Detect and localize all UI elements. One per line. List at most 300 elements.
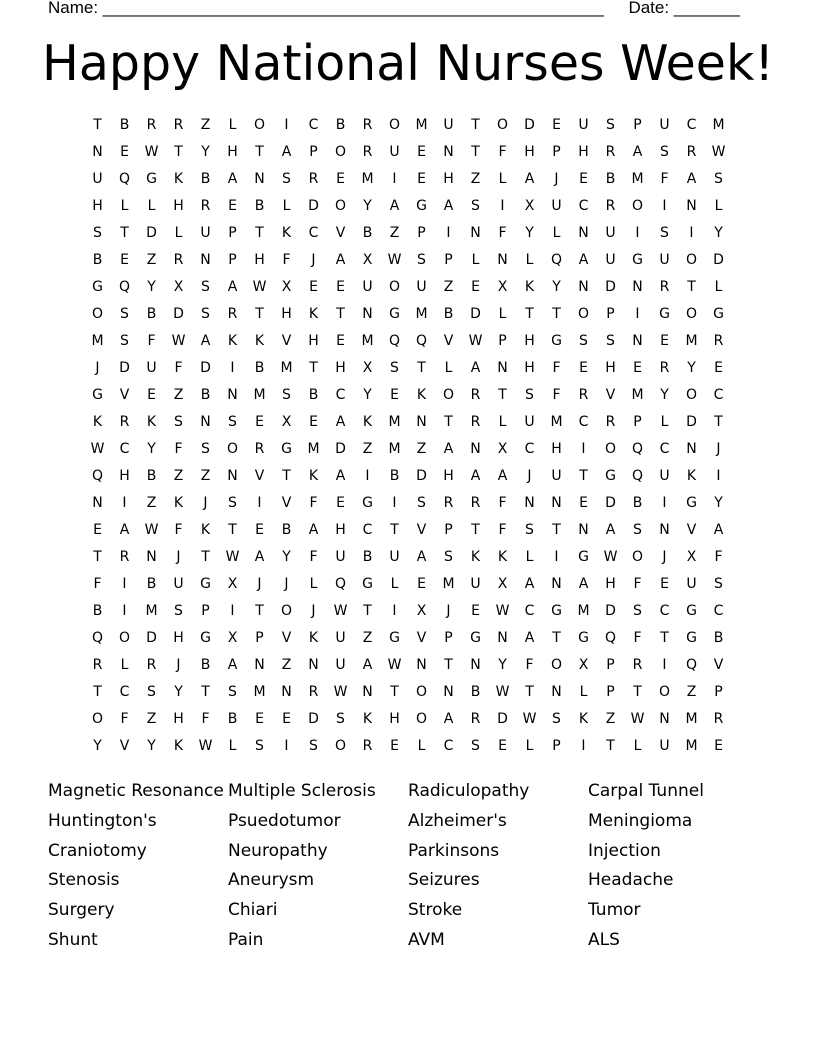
grid-cell[interactable]: T bbox=[255, 306, 264, 322]
grid-cell[interactable]: D bbox=[173, 306, 184, 322]
grid-cell[interactable]: O bbox=[118, 630, 131, 646]
grid-cell[interactable]: F bbox=[147, 333, 156, 349]
grid-cell[interactable]: N bbox=[92, 495, 103, 511]
grid-cell[interactable]: C bbox=[659, 603, 670, 619]
grid-cell[interactable]: E bbox=[714, 360, 723, 376]
grid-cell[interactable]: I bbox=[122, 603, 127, 619]
grid-cell[interactable]: I bbox=[662, 657, 667, 673]
grid-cell[interactable]: Q bbox=[550, 252, 563, 268]
grid-cell[interactable]: G bbox=[578, 630, 589, 646]
grid-cell[interactable]: S bbox=[228, 495, 237, 511]
grid-cell[interactable]: C bbox=[308, 225, 319, 241]
grid-cell[interactable]: I bbox=[446, 225, 451, 241]
grid-cell[interactable]: T bbox=[714, 414, 723, 430]
grid-cell[interactable]: O bbox=[604, 441, 617, 457]
grid-cell[interactable]: B bbox=[146, 468, 157, 484]
grid-cell[interactable]: B bbox=[281, 522, 292, 538]
grid-cell[interactable]: E bbox=[633, 360, 642, 376]
grid-cell[interactable]: N bbox=[92, 144, 103, 160]
grid-cell[interactable]: B bbox=[92, 252, 103, 268]
grid-cell[interactable]: M bbox=[442, 576, 455, 592]
grid-cell[interactable]: G bbox=[362, 495, 373, 511]
grid-cell[interactable]: R bbox=[578, 387, 589, 403]
grid-cell[interactable]: J bbox=[311, 603, 316, 619]
grid-cell[interactable]: U bbox=[335, 657, 346, 673]
grid-cell[interactable]: C bbox=[524, 441, 535, 457]
grid-cell[interactable]: T bbox=[444, 657, 453, 673]
grid-cell[interactable]: G bbox=[146, 171, 157, 187]
grid-cell[interactable]: G bbox=[632, 252, 643, 268]
grid-cell[interactable]: L bbox=[390, 576, 399, 592]
grid-cell[interactable]: I bbox=[716, 468, 721, 484]
grid-cell[interactable]: O bbox=[577, 306, 590, 322]
grid-cell[interactable]: T bbox=[498, 387, 507, 403]
grid-cell[interactable]: G bbox=[713, 306, 724, 322]
grid-cell[interactable]: H bbox=[578, 144, 589, 160]
grid-cell[interactable]: F bbox=[201, 711, 210, 727]
grid-cell[interactable]: T bbox=[417, 360, 426, 376]
grid-cell[interactable]: S bbox=[579, 333, 588, 349]
grid-cell[interactable]: S bbox=[147, 684, 156, 700]
grid-cell[interactable]: I bbox=[284, 738, 289, 754]
grid-cell[interactable]: N bbox=[254, 657, 265, 673]
grid-cell[interactable]: R bbox=[92, 657, 103, 673]
grid-cell[interactable]: F bbox=[552, 387, 561, 403]
grid-cell[interactable]: G bbox=[92, 279, 103, 295]
grid-cell[interactable]: Z bbox=[686, 684, 697, 700]
grid-cell[interactable]: S bbox=[714, 576, 723, 592]
grid-cell[interactable]: U bbox=[173, 576, 184, 592]
grid-cell[interactable]: N bbox=[632, 279, 643, 295]
grid-cell[interactable]: S bbox=[174, 603, 183, 619]
grid-cell[interactable]: B bbox=[146, 306, 157, 322]
grid-cell[interactable]: U bbox=[659, 738, 670, 754]
grid-cell[interactable]: E bbox=[309, 414, 318, 430]
grid-cell[interactable]: N bbox=[470, 225, 481, 241]
grid-cell[interactable]: E bbox=[120, 144, 129, 160]
grid-cell[interactable]: N bbox=[443, 684, 454, 700]
grid-cell[interactable]: L bbox=[120, 198, 129, 214]
grid-cell[interactable]: T bbox=[282, 468, 291, 484]
grid-cell[interactable]: N bbox=[227, 468, 238, 484]
grid-cell[interactable]: T bbox=[93, 117, 102, 133]
grid-cell[interactable]: K bbox=[146, 414, 157, 430]
grid-cell[interactable]: P bbox=[228, 252, 237, 268]
grid-cell[interactable]: S bbox=[471, 198, 480, 214]
grid-cell[interactable]: A bbox=[524, 576, 535, 592]
grid-cell[interactable]: S bbox=[309, 738, 318, 754]
grid-cell[interactable]: C bbox=[578, 198, 589, 214]
grid-cell[interactable]: G bbox=[389, 306, 400, 322]
date-field-label[interactable]: Date: _______ bbox=[628, 0, 740, 17]
grid-cell[interactable]: R bbox=[362, 144, 373, 160]
grid-cell[interactable]: R bbox=[308, 171, 319, 187]
grid-cell[interactable]: L bbox=[147, 198, 156, 214]
grid-cell[interactable]: T bbox=[255, 225, 264, 241]
grid-cell[interactable]: Y bbox=[174, 684, 183, 700]
grid-cell[interactable]: A bbox=[578, 576, 589, 592]
grid-cell[interactable]: R bbox=[200, 198, 211, 214]
grid-cell[interactable]: A bbox=[362, 657, 373, 673]
grid-cell[interactable]: E bbox=[714, 738, 723, 754]
grid-cell[interactable]: X bbox=[416, 603, 427, 619]
grid-cell[interactable]: R bbox=[470, 414, 481, 430]
grid-cell[interactable]: T bbox=[390, 522, 399, 538]
grid-cell[interactable]: B bbox=[335, 117, 346, 133]
grid-cell[interactable]: L bbox=[660, 414, 669, 430]
grid-cell[interactable]: R bbox=[146, 657, 157, 673]
grid-cell[interactable]: Y bbox=[552, 279, 561, 295]
grid-cell[interactable]: V bbox=[713, 657, 724, 673]
grid-cell[interactable]: G bbox=[281, 441, 292, 457]
grid-cell[interactable]: Y bbox=[660, 387, 669, 403]
grid-cell[interactable]: Z bbox=[146, 711, 157, 727]
grid-cell[interactable]: H bbox=[524, 360, 535, 376]
grid-cell[interactable]: H bbox=[281, 306, 292, 322]
grid-cell[interactable]: J bbox=[527, 468, 532, 484]
grid-cell[interactable]: L bbox=[552, 225, 561, 241]
grid-cell[interactable]: Q bbox=[685, 657, 698, 673]
grid-cell[interactable]: K bbox=[200, 522, 211, 538]
grid-cell[interactable]: F bbox=[498, 495, 507, 511]
grid-cell[interactable]: T bbox=[471, 522, 480, 538]
grid-cell[interactable]: N bbox=[227, 387, 238, 403]
grid-cell[interactable]: W bbox=[144, 522, 159, 538]
grid-cell[interactable]: T bbox=[471, 144, 480, 160]
grid-cell[interactable]: H bbox=[92, 198, 103, 214]
grid-cell[interactable]: P bbox=[309, 144, 318, 160]
grid-cell[interactable]: B bbox=[146, 576, 157, 592]
grid-cell[interactable]: H bbox=[443, 468, 454, 484]
grid-cell[interactable]: I bbox=[122, 576, 127, 592]
grid-cell[interactable]: A bbox=[335, 468, 346, 484]
grid-cell[interactable]: N bbox=[443, 144, 454, 160]
grid-cell[interactable]: M bbox=[685, 738, 698, 754]
grid-cell[interactable]: E bbox=[309, 279, 318, 295]
grid-cell[interactable]: S bbox=[201, 306, 210, 322]
grid-cell[interactable]: T bbox=[120, 225, 129, 241]
grid-cell[interactable]: L bbox=[714, 198, 723, 214]
grid-cell[interactable]: N bbox=[416, 657, 427, 673]
grid-cell[interactable]: E bbox=[93, 522, 102, 538]
grid-cell[interactable]: N bbox=[686, 441, 697, 457]
grid-cell[interactable]: W bbox=[333, 603, 348, 619]
grid-cell[interactable]: W bbox=[387, 252, 402, 268]
grid-cell[interactable]: T bbox=[687, 279, 696, 295]
grid-cell[interactable]: E bbox=[255, 522, 264, 538]
grid-cell[interactable]: S bbox=[390, 360, 399, 376]
grid-cell[interactable]: U bbox=[389, 144, 400, 160]
grid-cell[interactable]: S bbox=[120, 333, 129, 349]
grid-cell[interactable]: U bbox=[659, 468, 670, 484]
grid-cell[interactable]: K bbox=[416, 387, 427, 403]
grid-cell[interactable]: E bbox=[147, 387, 156, 403]
grid-cell[interactable]: I bbox=[230, 360, 235, 376]
grid-cell[interactable]: U bbox=[92, 171, 103, 187]
grid-cell[interactable]: K bbox=[308, 468, 319, 484]
grid-cell[interactable]: L bbox=[444, 360, 453, 376]
grid-cell[interactable]: D bbox=[308, 711, 319, 727]
grid-cell[interactable]: L bbox=[525, 549, 534, 565]
grid-cell[interactable]: F bbox=[714, 549, 723, 565]
grid-cell[interactable]: E bbox=[417, 576, 426, 592]
grid-cell[interactable]: X bbox=[362, 252, 373, 268]
grid-cell[interactable]: V bbox=[254, 468, 265, 484]
grid-cell[interactable]: L bbox=[525, 252, 534, 268]
grid-cell[interactable]: D bbox=[416, 468, 427, 484]
grid-cell[interactable]: M bbox=[712, 117, 725, 133]
grid-cell[interactable]: P bbox=[444, 522, 453, 538]
grid-cell[interactable]: S bbox=[255, 738, 264, 754]
grid-cell[interactable]: B bbox=[470, 684, 481, 700]
grid-cell[interactable]: O bbox=[685, 387, 698, 403]
grid-cell[interactable]: R bbox=[227, 306, 238, 322]
grid-cell[interactable]: X bbox=[578, 657, 589, 673]
grid-cell[interactable]: O bbox=[334, 198, 347, 214]
grid-cell[interactable]: G bbox=[389, 630, 400, 646]
grid-cell[interactable]: I bbox=[122, 495, 127, 511]
grid-cell[interactable]: T bbox=[363, 603, 372, 619]
grid-cell[interactable]: O bbox=[631, 198, 644, 214]
grid-cell[interactable]: L bbox=[174, 225, 183, 241]
grid-cell[interactable]: L bbox=[309, 576, 318, 592]
grid-cell[interactable]: Z bbox=[362, 630, 373, 646]
grid-cell[interactable]: Q bbox=[118, 171, 131, 187]
grid-cell[interactable]: N bbox=[632, 333, 643, 349]
grid-cell[interactable]: I bbox=[662, 198, 667, 214]
grid-cell[interactable]: J bbox=[95, 360, 100, 376]
grid-cell[interactable]: G bbox=[470, 630, 481, 646]
grid-cell[interactable]: W bbox=[198, 738, 213, 754]
grid-cell[interactable]: A bbox=[119, 522, 130, 538]
grid-cell[interactable]: Y bbox=[282, 549, 291, 565]
grid-cell[interactable]: F bbox=[93, 576, 102, 592]
grid-cell[interactable]: U bbox=[605, 252, 616, 268]
grid-cell[interactable]: N bbox=[524, 495, 535, 511]
grid-cell[interactable]: S bbox=[552, 711, 561, 727]
grid-cell[interactable]: D bbox=[470, 306, 481, 322]
grid-cell[interactable]: A bbox=[578, 252, 589, 268]
grid-cell[interactable]: C bbox=[362, 522, 373, 538]
grid-cell[interactable]: W bbox=[333, 684, 348, 700]
grid-cell[interactable]: E bbox=[336, 333, 345, 349]
grid-cell[interactable]: F bbox=[174, 522, 183, 538]
grid-cell[interactable]: G bbox=[578, 549, 589, 565]
grid-cell[interactable]: T bbox=[309, 360, 318, 376]
grid-cell[interactable]: X bbox=[524, 198, 535, 214]
grid-cell[interactable]: U bbox=[200, 225, 211, 241]
grid-cell[interactable]: S bbox=[525, 522, 534, 538]
grid-cell[interactable]: M bbox=[253, 684, 266, 700]
grid-cell[interactable]: N bbox=[470, 657, 481, 673]
grid-cell[interactable]: S bbox=[174, 414, 183, 430]
grid-cell[interactable]: O bbox=[388, 279, 401, 295]
grid-cell[interactable]: N bbox=[659, 711, 670, 727]
grid-cell[interactable]: K bbox=[173, 171, 184, 187]
grid-cell[interactable]: Z bbox=[200, 117, 211, 133]
grid-cell[interactable]: I bbox=[662, 495, 667, 511]
grid-cell[interactable]: M bbox=[550, 414, 563, 430]
grid-cell[interactable]: C bbox=[713, 603, 724, 619]
grid-cell[interactable]: N bbox=[200, 252, 211, 268]
grid-cell[interactable]: X bbox=[497, 441, 508, 457]
grid-cell[interactable]: K bbox=[362, 711, 373, 727]
grid-cell[interactable]: J bbox=[257, 576, 262, 592]
grid-cell[interactable]: I bbox=[581, 441, 586, 457]
grid-cell[interactable]: U bbox=[578, 117, 589, 133]
grid-cell[interactable]: W bbox=[495, 684, 510, 700]
grid-cell[interactable]: E bbox=[255, 711, 264, 727]
grid-cell[interactable]: H bbox=[173, 630, 184, 646]
grid-cell[interactable]: Y bbox=[147, 738, 156, 754]
grid-cell[interactable]: R bbox=[713, 333, 724, 349]
grid-cell[interactable]: A bbox=[497, 468, 508, 484]
grid-cell[interactable]: K bbox=[281, 225, 292, 241]
grid-cell[interactable]: Q bbox=[91, 468, 104, 484]
grid-cell[interactable]: K bbox=[254, 333, 265, 349]
grid-cell[interactable]: P bbox=[606, 657, 615, 673]
grid-cell[interactable]: R bbox=[146, 117, 157, 133]
grid-cell[interactable]: P bbox=[633, 117, 642, 133]
grid-cell[interactable]: S bbox=[120, 306, 129, 322]
grid-cell[interactable]: U bbox=[335, 549, 346, 565]
grid-cell[interactable]: O bbox=[442, 387, 455, 403]
grid-cell[interactable]: W bbox=[522, 711, 537, 727]
grid-cell[interactable]: L bbox=[579, 684, 588, 700]
grid-cell[interactable]: M bbox=[361, 333, 374, 349]
grid-cell[interactable]: P bbox=[444, 630, 453, 646]
grid-cell[interactable]: E bbox=[390, 738, 399, 754]
grid-cell[interactable]: E bbox=[336, 171, 345, 187]
grid-cell[interactable]: O bbox=[91, 306, 104, 322]
grid-cell[interactable]: A bbox=[389, 198, 400, 214]
grid-cell[interactable]: V bbox=[605, 387, 616, 403]
grid-cell[interactable]: L bbox=[228, 117, 237, 133]
grid-cell[interactable]: S bbox=[444, 549, 453, 565]
grid-cell[interactable]: R bbox=[119, 414, 130, 430]
grid-cell[interactable]: P bbox=[606, 684, 615, 700]
grid-cell[interactable]: O bbox=[334, 738, 347, 754]
grid-cell[interactable]: O bbox=[550, 657, 563, 673]
grid-cell[interactable]: Y bbox=[714, 225, 723, 241]
grid-cell[interactable]: E bbox=[390, 387, 399, 403]
grid-cell[interactable]: Z bbox=[173, 468, 184, 484]
grid-cell[interactable]: G bbox=[659, 306, 670, 322]
grid-cell[interactable]: L bbox=[633, 738, 642, 754]
grid-cell[interactable]: D bbox=[119, 360, 130, 376]
grid-cell[interactable]: T bbox=[525, 306, 534, 322]
grid-cell[interactable]: J bbox=[554, 171, 559, 187]
grid-cell[interactable]: A bbox=[470, 360, 481, 376]
grid-cell[interactable]: O bbox=[334, 144, 347, 160]
grid-cell[interactable]: P bbox=[633, 414, 642, 430]
grid-cell[interactable]: R bbox=[119, 549, 130, 565]
grid-cell[interactable]: R bbox=[470, 495, 481, 511]
grid-cell[interactable]: N bbox=[578, 522, 589, 538]
grid-cell[interactable]: U bbox=[659, 117, 670, 133]
grid-cell[interactable]: S bbox=[660, 225, 669, 241]
grid-cell[interactable]: H bbox=[524, 333, 535, 349]
grid-cell[interactable]: E bbox=[228, 198, 237, 214]
grid-cell[interactable]: V bbox=[281, 495, 292, 511]
grid-cell[interactable]: M bbox=[91, 333, 104, 349]
grid-cell[interactable]: W bbox=[711, 144, 726, 160]
grid-cell[interactable]: N bbox=[497, 252, 508, 268]
grid-cell[interactable]: H bbox=[335, 522, 346, 538]
grid-cell[interactable]: N bbox=[281, 684, 292, 700]
grid-cell[interactable]: Q bbox=[118, 279, 131, 295]
grid-cell[interactable]: L bbox=[714, 279, 723, 295]
grid-cell[interactable]: G bbox=[686, 603, 697, 619]
grid-cell[interactable]: B bbox=[200, 387, 211, 403]
grid-cell[interactable]: A bbox=[200, 333, 211, 349]
grid-cell[interactable]: Z bbox=[416, 441, 427, 457]
grid-cell[interactable]: N bbox=[416, 414, 427, 430]
grid-cell[interactable]: O bbox=[388, 117, 401, 133]
grid-cell[interactable]: X bbox=[173, 279, 184, 295]
grid-cell[interactable]: U bbox=[605, 225, 616, 241]
grid-cell[interactable]: G bbox=[551, 333, 562, 349]
grid-cell[interactable]: F bbox=[633, 576, 642, 592]
grid-cell[interactable]: L bbox=[228, 738, 237, 754]
grid-cell[interactable]: F bbox=[174, 441, 183, 457]
grid-cell[interactable]: Y bbox=[363, 198, 372, 214]
grid-cell[interactable]: C bbox=[524, 603, 535, 619]
grid-cell[interactable]: X bbox=[362, 360, 373, 376]
grid-cell[interactable]: J bbox=[176, 549, 181, 565]
grid-cell[interactable]: M bbox=[685, 711, 698, 727]
grid-cell[interactable]: E bbox=[417, 171, 426, 187]
grid-cell[interactable]: H bbox=[335, 360, 346, 376]
grid-cell[interactable]: F bbox=[282, 252, 291, 268]
grid-cell[interactable]: D bbox=[308, 198, 319, 214]
grid-cell[interactable]: O bbox=[685, 252, 698, 268]
grid-cell[interactable]: N bbox=[551, 495, 562, 511]
grid-cell[interactable]: L bbox=[417, 738, 426, 754]
grid-cell[interactable]: M bbox=[388, 441, 401, 457]
grid-cell[interactable]: Q bbox=[334, 576, 347, 592]
grid-cell[interactable]: Y bbox=[525, 225, 534, 241]
grid-cell[interactable]: N bbox=[551, 576, 562, 592]
grid-cell[interactable]: R bbox=[605, 414, 616, 430]
grid-cell[interactable]: T bbox=[525, 684, 534, 700]
grid-cell[interactable]: Q bbox=[604, 630, 617, 646]
grid-cell[interactable]: S bbox=[417, 495, 426, 511]
grid-cell[interactable]: T bbox=[552, 306, 561, 322]
grid-cell[interactable]: T bbox=[390, 684, 399, 700]
grid-cell[interactable]: R bbox=[659, 279, 670, 295]
grid-cell[interactable]: F bbox=[633, 630, 642, 646]
grid-cell[interactable]: Z bbox=[605, 711, 616, 727]
grid-cell[interactable]: G bbox=[92, 387, 103, 403]
grid-cell[interactable]: S bbox=[93, 225, 102, 241]
grid-cell[interactable]: T bbox=[471, 117, 480, 133]
grid-cell[interactable]: L bbox=[498, 306, 507, 322]
grid-cell[interactable]: G bbox=[200, 630, 211, 646]
grid-cell[interactable]: D bbox=[497, 711, 508, 727]
grid-cell[interactable]: X bbox=[281, 414, 292, 430]
grid-cell[interactable]: H bbox=[389, 711, 400, 727]
grid-cell[interactable]: E bbox=[471, 279, 480, 295]
grid-cell[interactable]: A bbox=[254, 549, 265, 565]
grid-cell[interactable]: F bbox=[498, 144, 507, 160]
grid-cell[interactable]: I bbox=[392, 603, 397, 619]
grid-cell[interactable]: K bbox=[308, 630, 319, 646]
grid-cell[interactable]: B bbox=[362, 225, 373, 241]
grid-cell[interactable]: G bbox=[416, 198, 427, 214]
grid-cell[interactable]: R bbox=[659, 360, 670, 376]
grid-cell[interactable]: Z bbox=[173, 387, 184, 403]
